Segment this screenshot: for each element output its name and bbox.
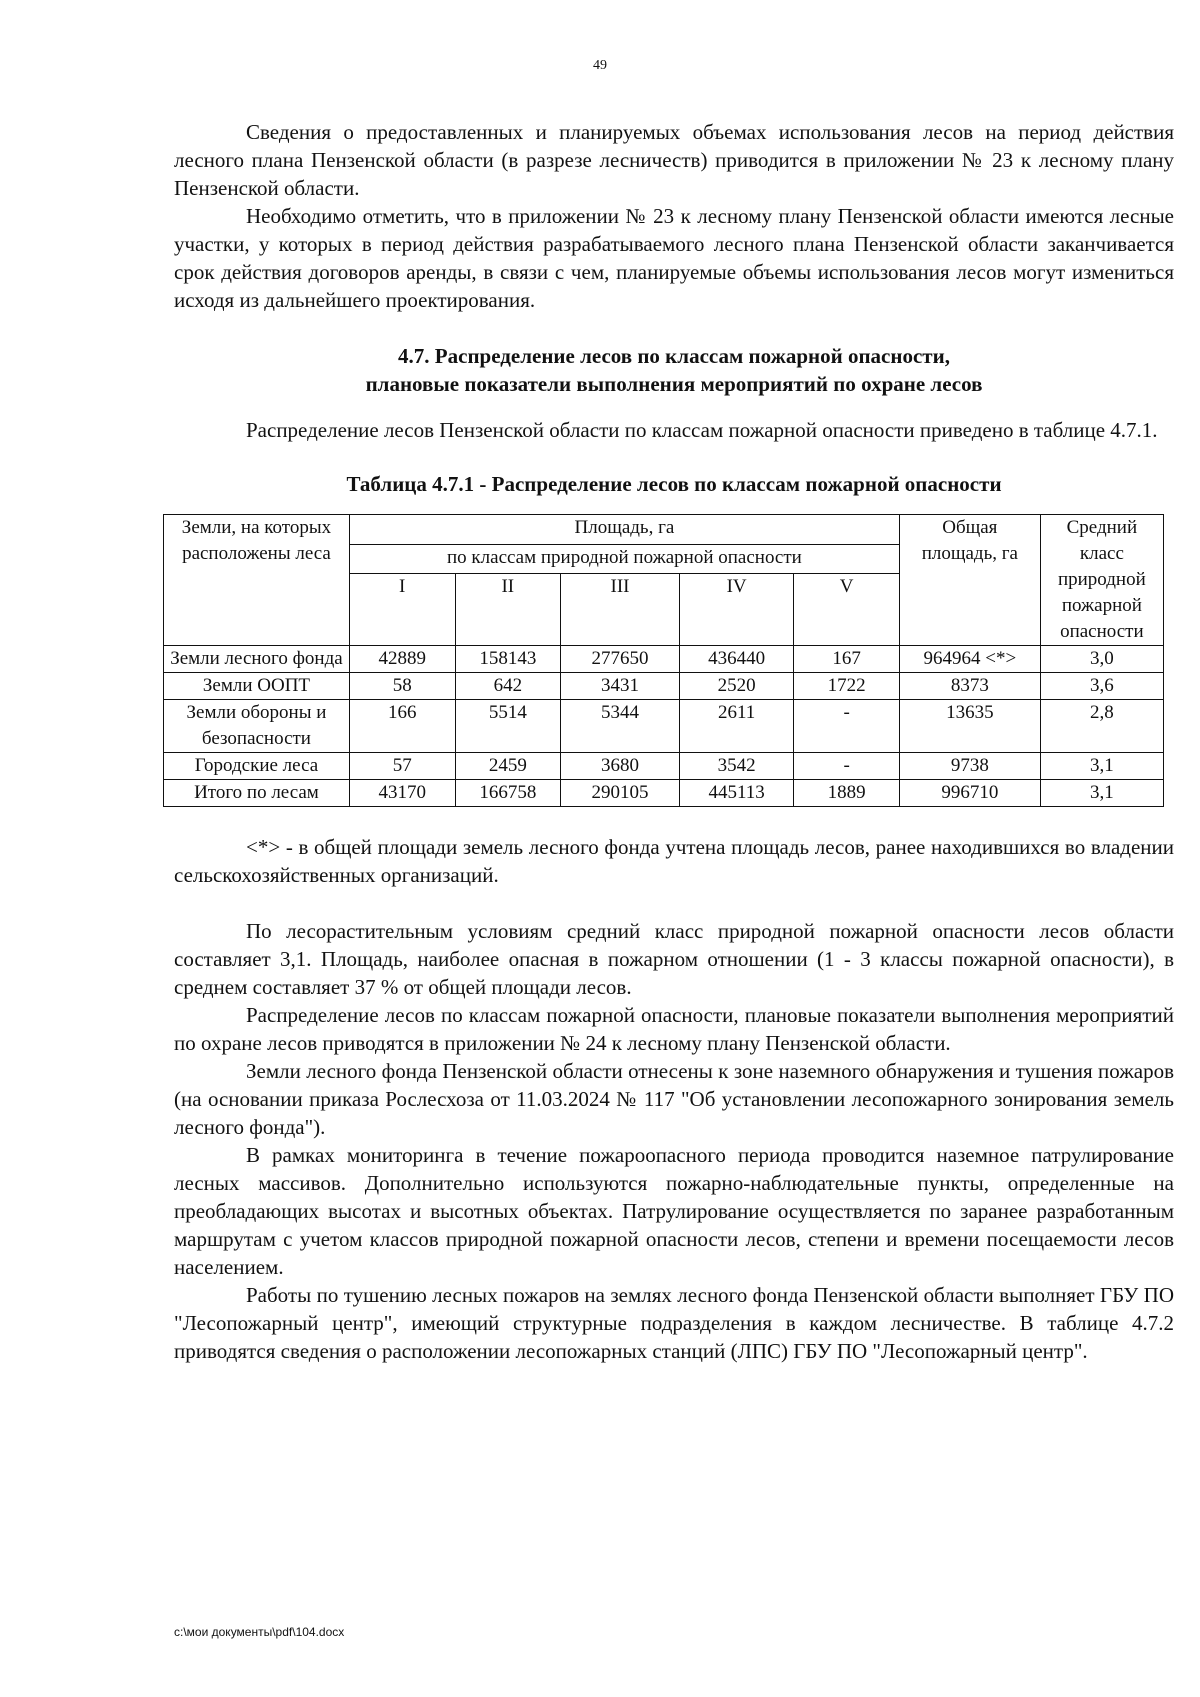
table-body <box>164 646 1164 807</box>
row-label: Итого по лесам <box>164 780 350 807</box>
cell-class-4: 445113 <box>679 780 793 807</box>
cell-total-area: 996710 <box>899 780 1040 807</box>
header-class-5: V <box>794 574 900 646</box>
row-label: Земли лесного фонда <box>164 646 350 673</box>
cell-class-5: - <box>794 700 900 753</box>
paragraph-after-3: Земли лесного фонда Пензенской области отнесены к зоне наземного обнаружения и тушения пожаров (на основании приказа Рослесхоза от 11.03.2024 № 117 "Об установлении лесопожарного зонирования земель лесного фонда"). <box>174 1059 1174 1139</box>
paragraph-intro-2: Необходимо отметить, что в приложении № 23 к лесному плану Пензенской области имеются лесные участки, у которых в период действия разрабатываемого лесного плана Пензенской области заканчивается срок действия договоров аренды, в связи с чем, планируемые объемы использования лесов могут измениться исходя из дальнейшего проектирования. <box>174 204 1174 312</box>
cell-class-2: 5514 <box>455 700 561 753</box>
header-avg-class: Средний класс природной пожарной опасности <box>1040 515 1163 646</box>
document-body <box>170 118 1174 1365</box>
cell-class-3: 277650 <box>561 646 680 673</box>
cell-class-5: 1889 <box>794 780 900 807</box>
header-by-class: по классам природной пожарной опасности <box>349 544 899 574</box>
header-total-area: Общая площадь, га <box>899 515 1040 646</box>
fire-class-table <box>163 514 1164 807</box>
cell-class-5: 167 <box>794 646 900 673</box>
cell-class-2: 166758 <box>455 780 561 807</box>
section-heading <box>174 342 1174 398</box>
cell-class-2: 2459 <box>455 753 561 780</box>
paragraph-intro-1: Сведения о предоставленных и планируемых объемах использования лесов на период действия лесного плана Пензенской области (в разрезе лесничеств) приводится в приложении № 23 к лесному плану Пензенской области. <box>174 120 1174 200</box>
cell-class-2: 158143 <box>455 646 561 673</box>
paragraph-after-1: По лесорастительным условиям средний класс природной пожарной опасности лесов области составляет 3,1. Площадь, наиболее опасная в пожарном отношении (1 - 3 классы пожарной опасности), в среднем составляет 37 % от общей площади лесов. <box>174 919 1174 999</box>
cell-class-1: 58 <box>349 673 455 700</box>
cell-avg-class: 3,6 <box>1040 673 1163 700</box>
cell-class-3: 5344 <box>561 700 680 753</box>
page-number: 49 <box>593 58 607 73</box>
header-lands: Земли, на которых расположены леса <box>164 515 350 646</box>
table-row <box>164 753 1164 780</box>
table-row <box>164 780 1164 807</box>
cell-class-3: 3431 <box>561 673 680 700</box>
cell-avg-class: 3,0 <box>1040 646 1163 673</box>
cell-class-4: 436440 <box>679 646 793 673</box>
footnote: <*> - в общей площади земель лесного фонда учтена площадь лесов, ранее находившихся во владении сельскохозяйственных организаций. <box>174 835 1174 887</box>
cell-class-3: 290105 <box>561 780 680 807</box>
cell-avg-class: 3,1 <box>1040 753 1163 780</box>
table-row <box>164 646 1164 673</box>
cell-total-area: 9738 <box>899 753 1040 780</box>
cell-class-1: 166 <box>349 700 455 753</box>
cell-class-5: - <box>794 753 900 780</box>
cell-class-4: 2611 <box>679 700 793 753</box>
row-label: Городские леса <box>164 753 350 780</box>
cell-class-2: 642 <box>455 673 561 700</box>
cell-avg-class: 2,8 <box>1040 700 1163 753</box>
paragraph-after-5: Работы по тушению лесных пожаров на землях лесного фонда Пензенской области выполняет ГБУ ПО "Лесопожарный центр", имеющий структурные подразделения в каждом лесничестве. В таблице 4.7.2 приводятся сведения о расположении лесопожарных станций (ЛПС) ГБУ ПО "Лесопожарный центр". <box>174 1283 1174 1363</box>
cell-class-4: 3542 <box>679 753 793 780</box>
cell-class-4: 2520 <box>679 673 793 700</box>
cell-class-1: 57 <box>349 753 455 780</box>
header-class-4: IV <box>679 574 793 646</box>
header-class-2: II <box>455 574 561 646</box>
table-row <box>164 700 1164 753</box>
cell-class-5: 1722 <box>794 673 900 700</box>
paragraph-after-2: Распределение лесов по классам пожарной опасности, плановые показатели выполнения мероприятий по охране лесов приводятся в приложении № 24 к лесному плану Пензенской области. <box>174 1003 1174 1055</box>
cell-total-area: 964964 <*> <box>899 646 1040 673</box>
cell-avg-class: 3,1 <box>1040 780 1163 807</box>
section-heading-line-2: плановые показатели выполнения мероприятий по охране лесов <box>365 372 983 396</box>
footer-file-path: c:\мои документы\pdf\104.docx <box>174 1625 345 1639</box>
header-class-3: III <box>561 574 680 646</box>
cell-class-1: 43170 <box>349 780 455 807</box>
section-intro: Распределение лесов Пензенской области по классам пожарной опасности приведено в таблице 4.7.1. <box>246 418 1158 442</box>
paragraph-after-4: В рамках мониторинга в течение пожароопасного периода проводится наземное патрулирование лесных массивов. Дополнительно используются пожарно-наблюдательные пункты, определенные на преобладающих высотах и высотных объектах. Патрулирование осуществляется по заранее разработанным маршрутам с учетом классов природной пожарной опасности лесов, степени и времени посещаемости лесов населением. <box>174 1143 1174 1279</box>
cell-total-area: 8373 <box>899 673 1040 700</box>
cell-total-area: 13635 <box>899 700 1040 753</box>
header-class-1: I <box>349 574 455 646</box>
cell-class-1: 42889 <box>349 646 455 673</box>
table-row <box>164 673 1164 700</box>
row-label: Земли ООПТ <box>164 673 350 700</box>
header-area: Площадь, га <box>349 515 899 545</box>
cell-class-3: 3680 <box>561 753 680 780</box>
table-caption: Таблица 4.7.1 - Распределение лесов по классам пожарной опасности <box>346 472 1002 496</box>
row-label: Земли обороны и безопасности <box>164 700 350 753</box>
section-heading-line-1: 4.7. Распределение лесов по классам пожарной опасности, <box>398 344 950 368</box>
